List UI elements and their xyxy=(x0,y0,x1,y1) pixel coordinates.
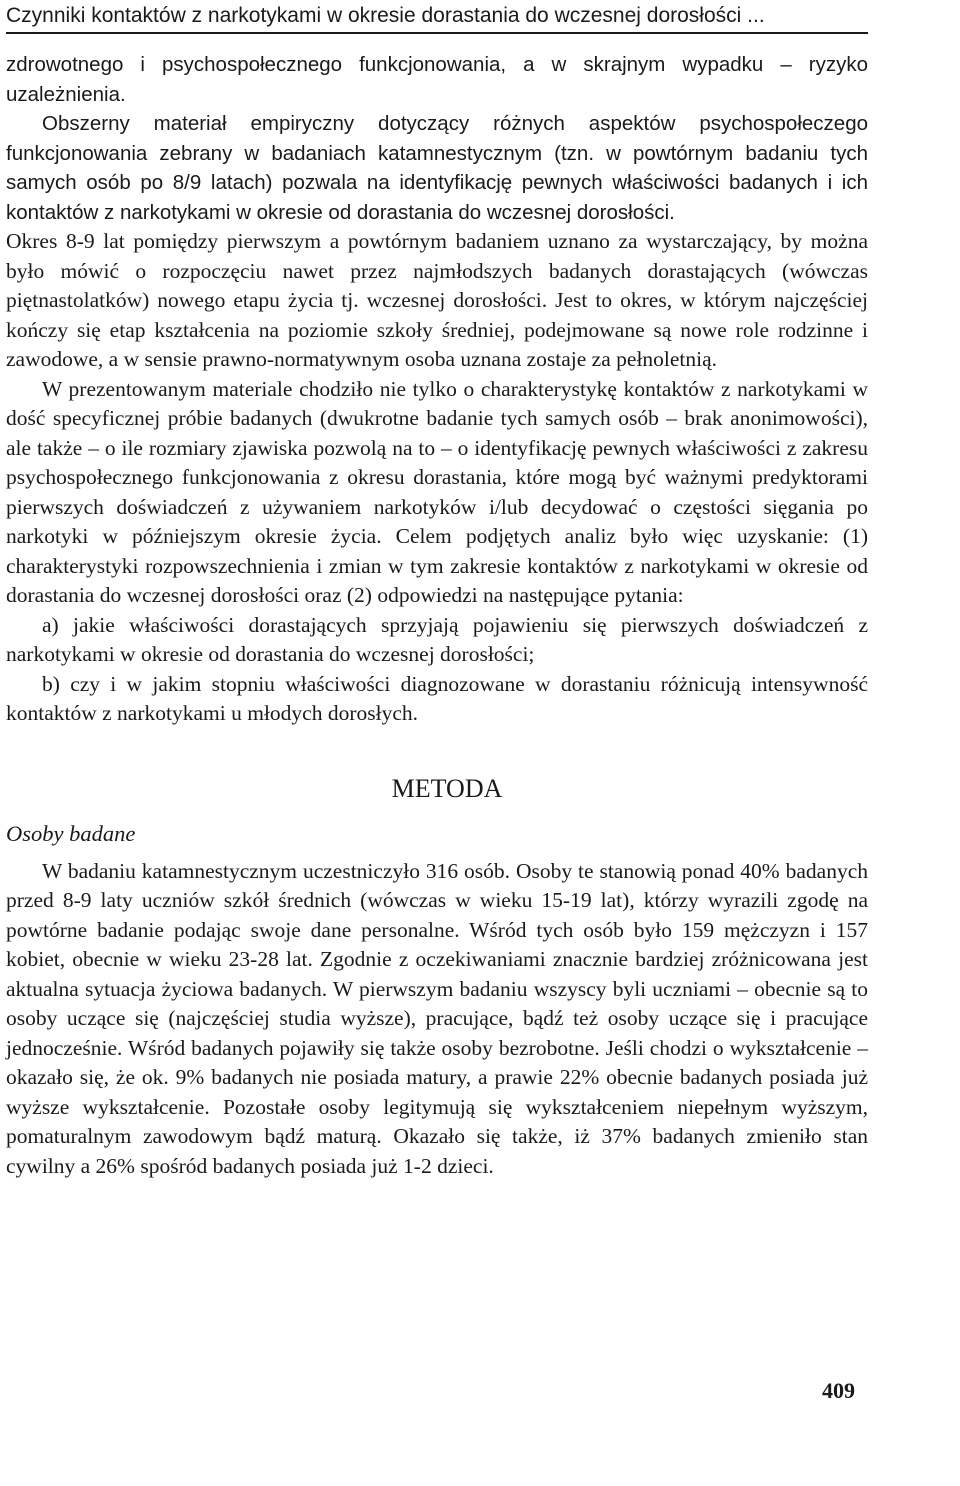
paragraph-participants: W badaniu katamnestycznym uczestniczyło 316 osób. Osoby te stanowią ponad 40% badanych przed 8-9 laty uczniów szkół średnich (wówczas w wieku 15-19 lat), którzy wyrazili zgodę na powtórne badanie podając swoje dane personalne. Wśród tych osób było 159 mężczyzn i 157 kobiet, obecnie w wieku 23-28 lat. Zgodnie z oczekiwaniami znacznie bardziej zróżnicowana jest aktualna sytuacja życiowa badanych. W pierwszym badaniu wszyscy byli uczniami – obecnie są to osoby uczące się (najczęściej studia wyższe), pracujące, bądź też osoby uczące się i pracujące jednocześnie. Wśród badanych pojawiły się także osoby bezrobotne. Jeśli chodzi o wykształcenie – okazało się, że ok. 9% badanych nie posiada matury, a prawie 22% obecnie badanych posiada już wyższe wykształcenie. Pozostałe osoby legitymują się wykształceniem niepełnym wyższym, pomaturalnym zawodowym bądź maturą. Okazało się także, iż 37% badanych zmieniło stan cywilny a 26% spośród badanych posiada już 1-2 dzieci. xyxy=(6,858,868,1178)
subsection-title: Osoby badane xyxy=(6,820,136,846)
page-number: 409 xyxy=(822,1378,855,1403)
paragraph-empirical-material: Obszerny materiał empiryczny dotyczący różnych aspektów psychospołeczego funkcjonowania zebrany w badaniach katamnestycznym (tzn. w powtórnym badaniu tych samych osób po 8/9 latach) pozwala na identyfikację pewnych właściwości badanych i ich kontaktów z narkotykami w okresie od dorastania do wczesnej dorosłości. xyxy=(6,112,868,224)
paragraph-continuation: zdrowotnego i psychospołecznego funkcjonowania, a w skrajnym wypadku – ryzyko uzależnienia. xyxy=(6,53,868,106)
running-head: Czynniki kontaktów z narkotykami w okresie dorastania do wczesnej dorosłości ... xyxy=(6,4,765,27)
research-question-b: b) czy i w jakim stopniu właściwości diagnozowane w dorastaniu różnicują intensywność kontaktów z narkotykami u młodych dorosłych. xyxy=(6,671,868,725)
paragraph-study-aims: W prezentowanym materiale chodziło nie tylko o charakterystykę kontaktów z narkotykami w dość specyficznej próbie badanych (dwukrotne badanie tych samych osób – brak anonimowości), ale także – o ile rozmiary zjawiska pozwolą na to – o identyfikację pewnych właściwości z zakresu psychospołecznego funkcjonowania z okresu dorastania, które mogą być ważnymi predyktorami pierwszych doświadczeń z używaniem narkotyków i/lub decydować o częstości sięgania po narkotyki w późniejszym okresie życia. Celem podjętych analiz było więc uzyskanie: (1) charakterystyki rozpowszechnienia i zmian w tym zakresie kontaktów z narkotykami w okresie od dorastania do wczesnej dorosłości oraz (2) odpowiedzi na następujące pytania: xyxy=(6,376,868,607)
research-question-a: a) jakie właściwości dorastających sprzyjają pojawieniu się pierwszych doświadczeń z narkotykami w okresie od dorastania do wczesnej dorosłości; xyxy=(6,612,868,666)
header-rule xyxy=(6,32,868,34)
section-title: METODA xyxy=(391,773,503,803)
paragraph-study-period: Okres 8-9 lat pomiędzy pierwszym a powtórnym badaniem uznano za wystarczający, by można było mówić o rozpoczęciu nawet przez najmłodszych badanych dorastających (wówczas piętnastolatków) nowego etapu życia tj. wczesnej dorosłości. Jest to okres, w którym najczęściej kończy się etap kształcenia na poziomie szkoły średniej, podejmowane są nowe role rodzinne i zawodowe, a w sensie prawno-normatywnym osoba uznana zostaje za pełnoletnią. xyxy=(6,229,868,371)
book-page xyxy=(6,0,868,1181)
